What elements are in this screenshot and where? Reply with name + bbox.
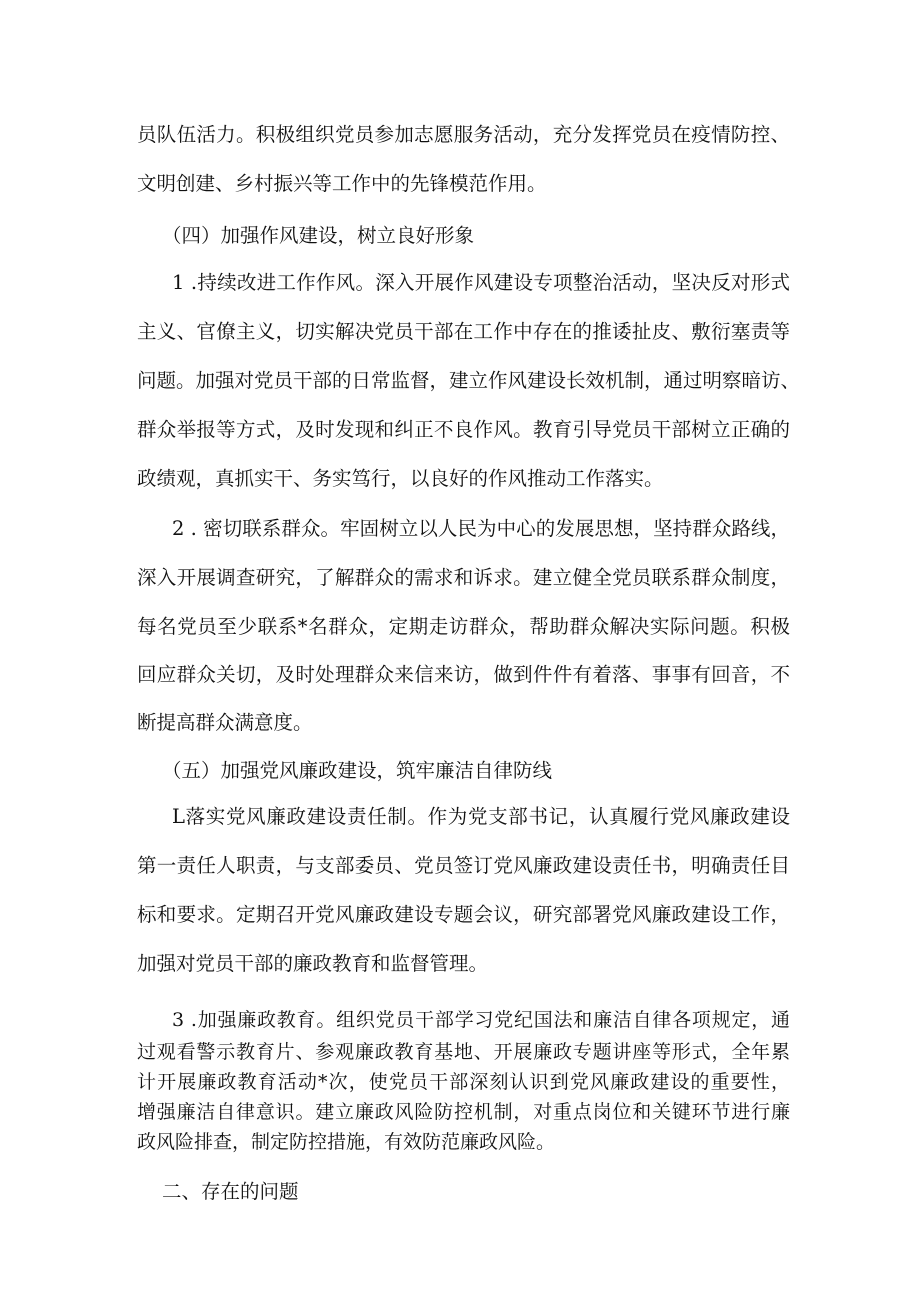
- item-1-line-1: 1 .持续改进工作作风。深入开展作风建设专项整治活动，坚决反对形式: [172, 271, 790, 294]
- item-3-line-2: 过观看警示教育片、参观廉政教育基地、开展廉政专题讲座等形式，全年累: [137, 1041, 790, 1063]
- item-l-line-2: 第一责任人职责，与支部委员、党员签订党风廉政建设责任书，明确责任目: [137, 854, 790, 877]
- item-1-line-2: 主义、官僚主义，切实解决党员干部在工作中存在的推诿扯皮、敷衍塞责等: [137, 320, 790, 343]
- section-2-title: 二、存在的问题: [162, 1180, 299, 1203]
- continuation-line-1: 员队伍活力。积极组织党员参加志愿服务活动，充分发挥党员在疫情防控、: [137, 123, 790, 146]
- item-2-line-4: 回应群众关切，及时处理群众来信来访，做到件件有着落、事事有回音，不: [137, 663, 790, 686]
- item-l-line-1: L落实党风廉政建设责任制。作为党支部书记，认真履行党风廉政建设: [172, 805, 790, 828]
- continuation-line-2: 文明创建、乡村振兴等工作中的先锋模范作用。: [137, 172, 547, 195]
- item-3-line-3: 计开展廉政教育活动*次，使党员干部深刻认识到党风廉政建设的重要性，: [137, 1071, 790, 1093]
- section-heading-5: （五）加强党风廉政建设，筑牢廉洁自律防线: [162, 759, 553, 782]
- item-2-line-3: 每名党员至少联系*名群众，定期走访群众，帮助群众解决实际问题。积极: [137, 615, 790, 638]
- item-1-line-3: 问题。加强对党员干部的日常监督，建立作风建设长效机制，通过明察暗访、: [137, 369, 801, 392]
- section-heading-4: （四）加强作风建设，树立良好形象: [162, 224, 475, 247]
- item-1-line-5: 政绩观，真抓实干、务实笃行，以良好的作风推动工作落实。: [137, 467, 664, 490]
- item-l-line-4: 加强对党员干部的廉政教育和监督管理。: [137, 952, 489, 975]
- item-2-line-2: 深入开展调查研究，了解群众的需求和诉求。建立健全党员联系群众制度，: [137, 566, 790, 589]
- item-1-line-4: 群众举报等方式，及时发现和纠正不良作风。教育引导党员干部树立正确的: [137, 418, 790, 441]
- item-3-line-5: 政风险排查，制定防控措施，有效防范廉政风险。: [137, 1131, 556, 1153]
- item-3-line-1: 3 .加强廉政教育。组织党员干部学习党纪国法和廉洁自律各项规定，通: [172, 1009, 790, 1031]
- item-l-line-3: 标和要求。定期召开党风廉政建设专题会议，研究部署党风廉政建设工作，: [137, 903, 790, 926]
- item-2-line-5: 断提高群众满意度。: [137, 711, 313, 734]
- item-2-line-1: 2 . 密切联系群众。牢固树立以人民为中心的发展思想，坚持群众路线，: [172, 517, 790, 540]
- item-3-line-4: 增强廉洁自律意识。建立廉政风险防控机制，对重点岗位和关键环节进行廉: [137, 1101, 790, 1123]
